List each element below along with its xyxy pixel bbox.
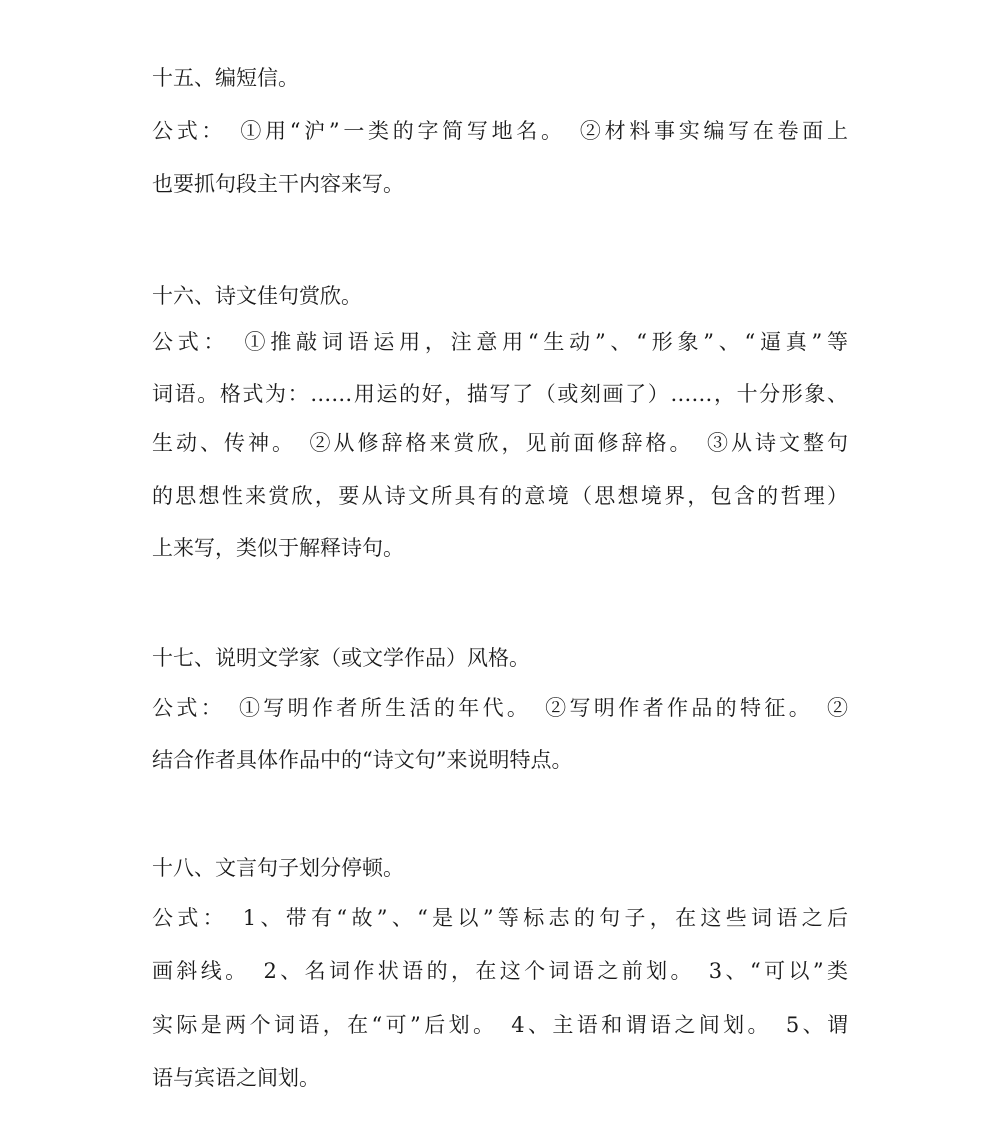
section-16-line-4: 的思想性来赏欣，要从诗文所具有的意境（思想境界，包含的哲理）: [152, 484, 848, 508]
section-16-heading: 十六、诗文佳句赏欣。: [152, 284, 362, 308]
section-16-line-1: 公式： ①推敲词语运用，注意用“生动”、“形象”、“逼真”等: [152, 330, 848, 354]
section-16-line-2: 词语。格式为：……用运的好，描写了（或刻画了）……，十分形象、: [152, 382, 848, 406]
section-18-line-4: 语与宾语之间划。: [152, 1066, 320, 1090]
section-17-line-1: 公式： ①写明作者所生活的年代。 ②写明作者作品的特征。 ②: [152, 696, 848, 720]
section-18-heading: 十八、文言句子划分停顿。: [152, 856, 404, 880]
section-15-line-1: 公式： ①用“沪”一类的字简写地名。 ②材料事实编写在卷面上: [152, 119, 848, 143]
section-17-heading: 十七、说明文学家（或文学作品）风格。: [152, 646, 530, 670]
section-18-line-3: 实际是两个词语，在“可”后划。 4、主语和谓语之间划。 5、谓: [152, 1013, 848, 1037]
section-15-heading: 十五、编短信。: [152, 66, 299, 90]
section-15-line-2: 也要抓句段主干内容来写。: [152, 172, 404, 196]
section-18-line-2: 画斜线。 2、名词作状语的，在这个词语之前划。 3、“可以”类: [152, 959, 848, 983]
section-16-line-3: 生动、传神。 ②从修辞格来赏欣，见前面修辞格。 ③从诗文整句: [152, 431, 848, 455]
section-16-line-5: 上来写，类似于解释诗句。: [152, 536, 404, 560]
section-17-line-2: 结合作者具体作品中的“诗文句”来说明特点。: [152, 748, 573, 772]
section-18-line-1: 公式： 1、带有“故”、“是以”等标志的句子，在这些词语之后: [152, 906, 848, 930]
